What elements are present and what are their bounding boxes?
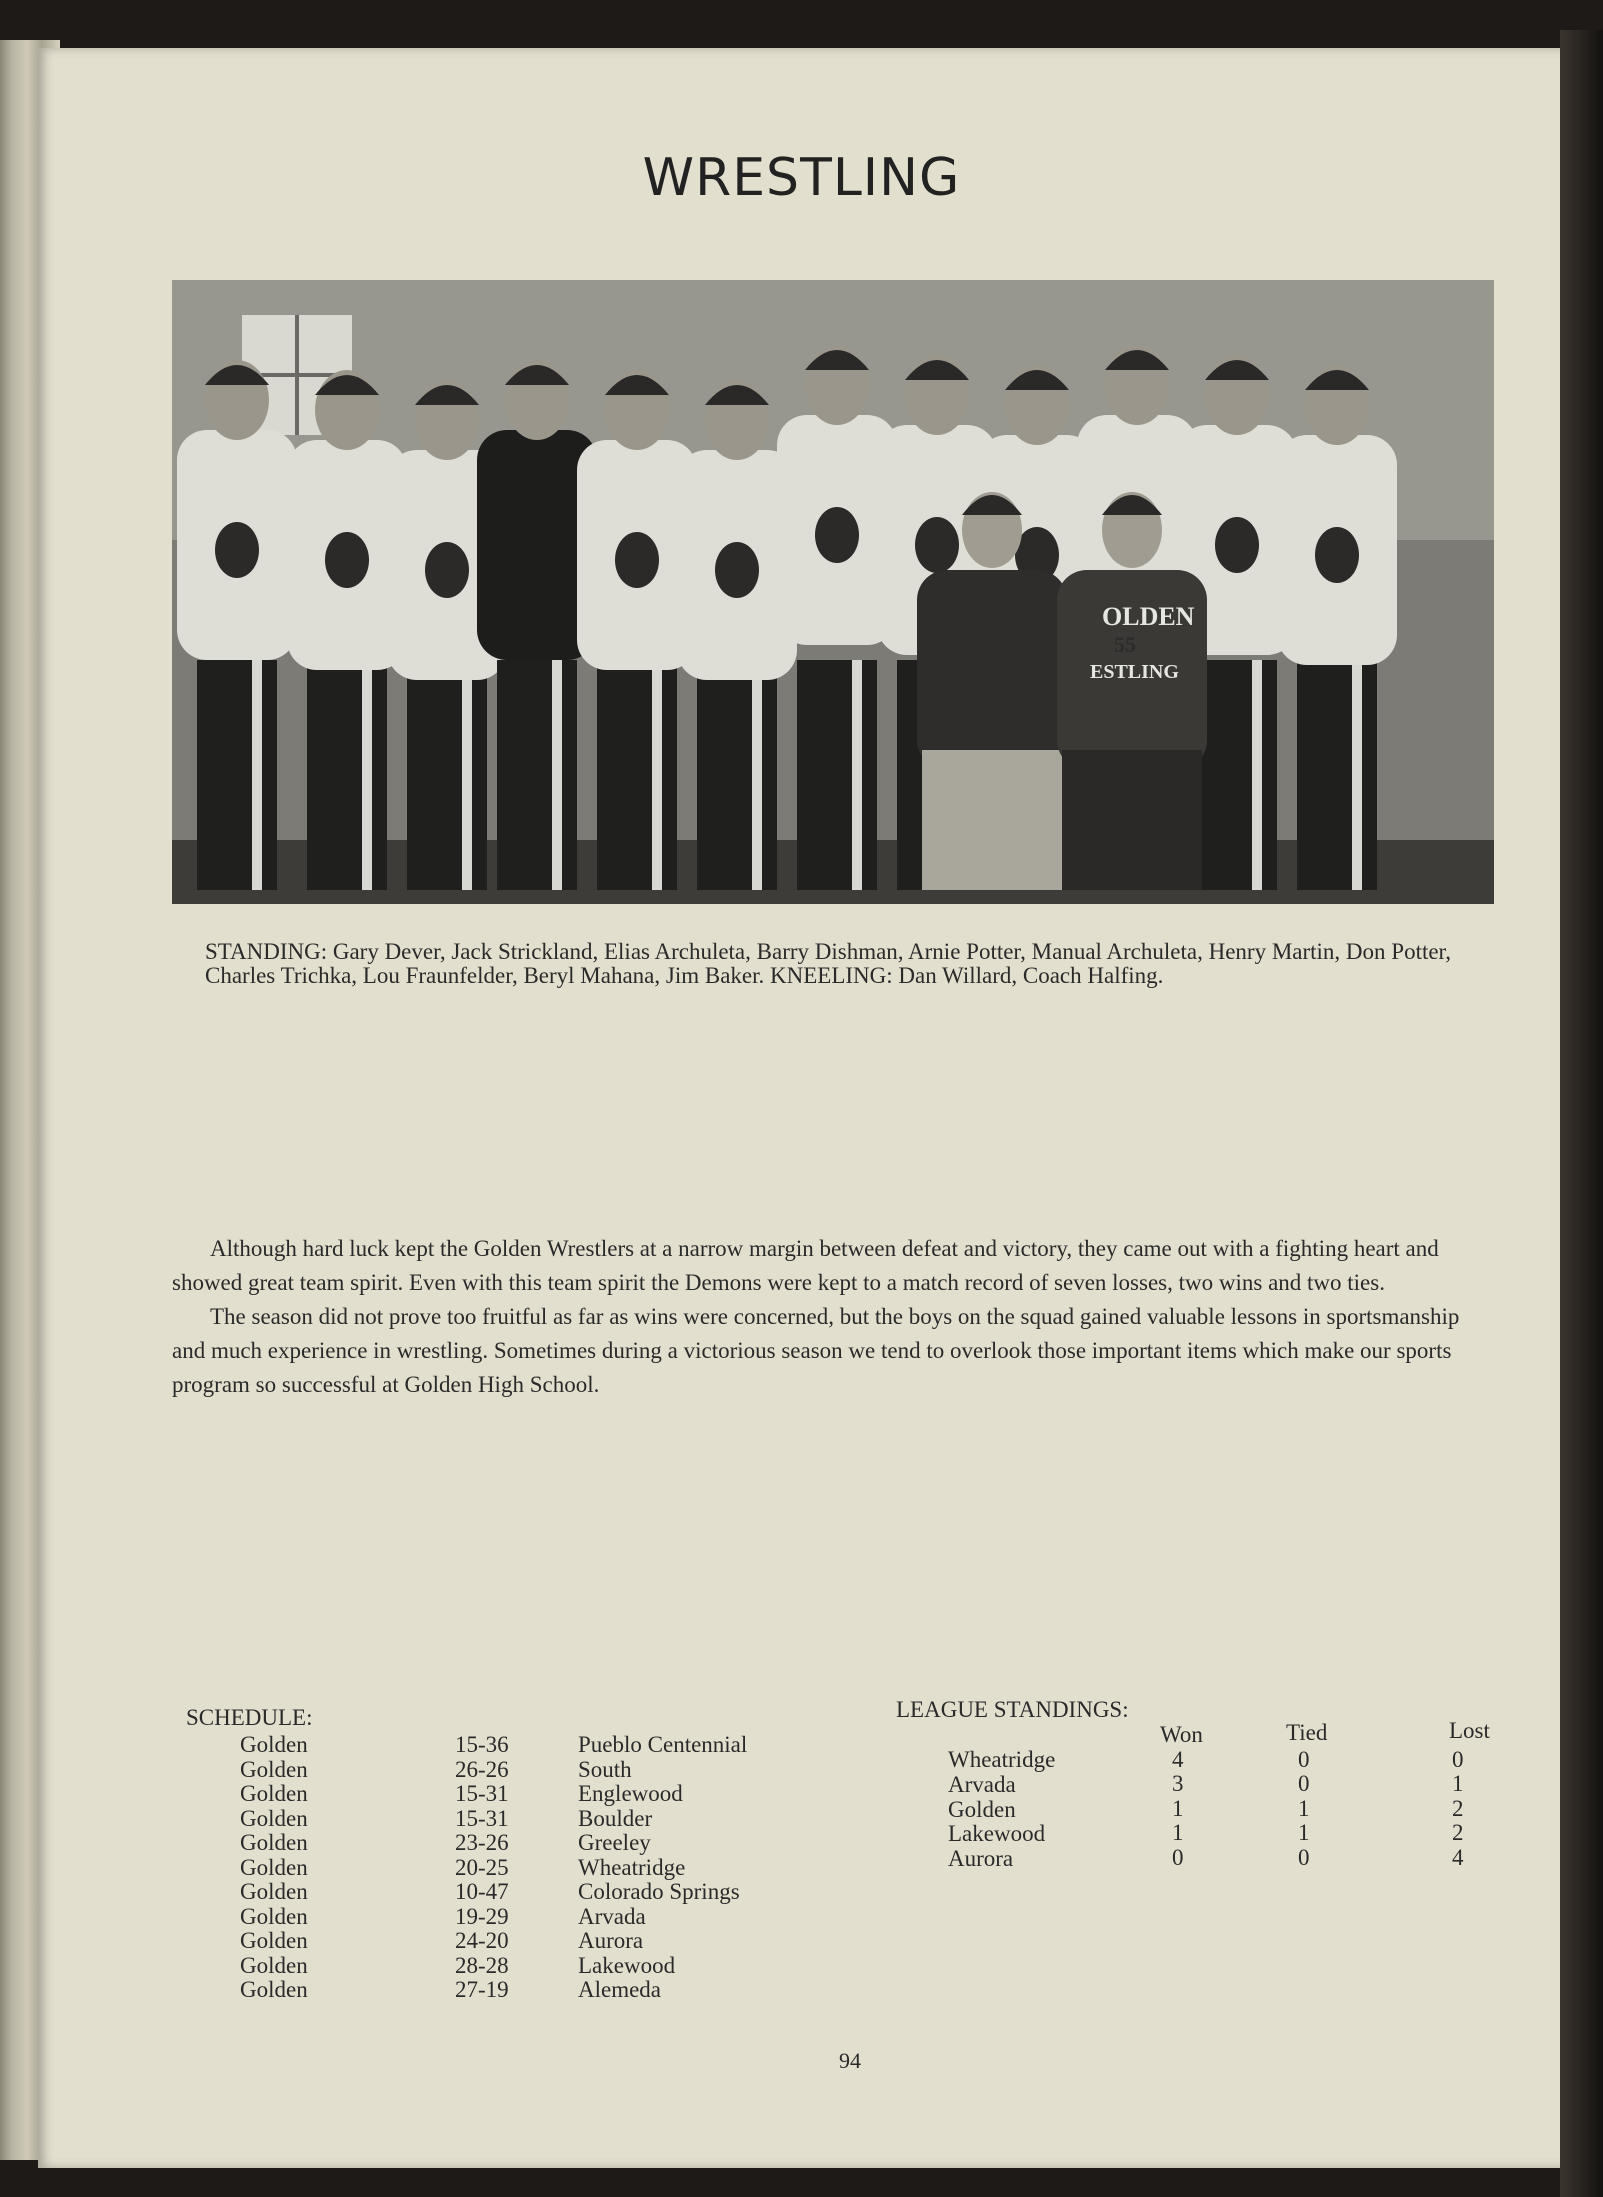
schedule-score: 19-29 (455, 1903, 509, 1929)
schedule-opponent: Wheatridge (578, 1854, 686, 1880)
demon-icon (1315, 527, 1359, 583)
article-text (172, 1232, 1490, 1402)
schedule-team: Golden (240, 1830, 308, 1855)
schedule-score: 24-20 (455, 1928, 509, 1953)
league-won: 1 (1172, 1795, 1184, 1821)
schedule-score: 15-31 (455, 1805, 509, 1831)
schedule-team: Golden (240, 1756, 308, 1782)
league-lost: 4 (1452, 1844, 1464, 1870)
schedule-heading: SCHEDULE: (186, 1705, 313, 1730)
column-header-won: Won (1160, 1722, 1203, 1747)
paragraph: Although hard luck kept the Golden Wrestlers at a narrow margin between defeat and victory, they came out with a fighting heart and showed great team spirit. Even with this team spirit the Demons were kept to a match record of seven losses, two wins and two ties. (172, 1236, 1439, 1295)
page-title: WRESTLING (642, 148, 961, 208)
schedule-team: Golden (240, 1952, 308, 1978)
schedule-opponent: Colorado Springs (578, 1879, 740, 1904)
schedule-opponent: Englewood (578, 1781, 683, 1806)
schedule-team: Golden (240, 1854, 308, 1880)
league-tied: 0 (1298, 1771, 1310, 1797)
sweater-lettering-bottom: ESTLING (1090, 661, 1179, 683)
league-standings-heading: LEAGUE STANDINGS: (896, 1697, 1129, 1722)
league-lost: 1 (1452, 1771, 1464, 1797)
league-team: Arvada (948, 1771, 1016, 1797)
sweater-lettering-top: OLDEN (1102, 602, 1195, 631)
schedule-score: 28-28 (455, 1952, 509, 1978)
demon-icon (915, 517, 959, 573)
league-lost: 2 (1452, 1795, 1464, 1821)
column-header-tied: Tied (1286, 1720, 1328, 1745)
schedule-score: 15-36 (455, 1732, 509, 1757)
page-number: 94 (839, 2048, 861, 2073)
team-photo-illustration (172, 280, 1494, 904)
schedule-team: Golden (240, 1879, 308, 1904)
schedule-opponent: Pueblo Centennial (578, 1732, 748, 1757)
demon-icon (425, 542, 469, 598)
schedule-team: Golden (240, 1805, 308, 1831)
league-lost: 0 (1452, 1747, 1464, 1772)
league-tied: 0 (1298, 1747, 1310, 1772)
photo-caption: STANDING: Gary Dever, Jack Strickland, Elias Archuleta, Barry Dishman, Arnie Potter, Manual Archuleta, Henry Martin, Don Potter, Charles Trichka, Lou Fraunfelder, Beryl Mahana, Jim Baker. KNEELING: Dan Willard, Coach Halfing. (205, 939, 1452, 988)
demon-icon (715, 542, 759, 598)
league-tied: 1 (1298, 1795, 1310, 1821)
schedule-score: 26-26 (455, 1756, 509, 1782)
schedule-score: 20-25 (455, 1854, 509, 1880)
demon-icon (325, 532, 369, 588)
league-team: Wheatridge (948, 1747, 1056, 1772)
schedule-team: Golden (240, 1928, 308, 1953)
schedule-score: 10-47 (455, 1879, 509, 1904)
page-gutter-shadow (1560, 30, 1603, 2197)
league-team: Aurora (948, 1846, 1014, 1872)
league-won: 4 (1172, 1747, 1184, 1772)
league-tied: 1 (1298, 1820, 1310, 1846)
demon-icon (215, 522, 259, 578)
team-photo (172, 280, 1494, 904)
schedule-opponent: Aurora (578, 1928, 644, 1953)
league-won: 1 (1172, 1820, 1184, 1846)
league-team: Lakewood (948, 1821, 1046, 1847)
league-team: Golden (948, 1796, 1016, 1822)
paragraph: The season did not prove too fruitful as far as wins were concerned, but the boys on the squad gained valuable lessons in sportsmanship and much experience in wrestling. Sometimes during a victorious season we tend to overlook those important items which make our sports program so successful at Golden High School. (172, 1304, 1460, 1397)
schedule-opponent: Arvada (578, 1903, 646, 1929)
schedule-team: Golden (240, 1732, 308, 1757)
schedule-score: 23-26 (455, 1830, 509, 1855)
demon-icon (1215, 517, 1259, 573)
sweater-number: 55 (1114, 632, 1136, 657)
league-lost: 2 (1452, 1820, 1464, 1846)
league-won: 3 (1172, 1771, 1184, 1797)
league-tied: 0 (1298, 1844, 1310, 1870)
schedule-opponent: Alemeda (578, 1977, 662, 2002)
schedule-opponent: South (578, 1756, 632, 1782)
column-header-lost: Lost (1449, 1718, 1490, 1743)
schedule-opponent: Boulder (578, 1805, 653, 1831)
league-won: 0 (1172, 1844, 1184, 1870)
schedule-team: Golden (240, 1977, 308, 2002)
schedule-opponent: Greeley (578, 1830, 651, 1855)
demon-icon (615, 532, 659, 588)
demon-icon (815, 507, 859, 563)
schedule-team: Golden (240, 1781, 308, 1806)
schedule-opponent: Lakewood (578, 1952, 676, 1978)
schedule-score: 27-19 (455, 1977, 509, 2002)
schedule-team: Golden (240, 1903, 308, 1929)
schedule-score: 15-31 (455, 1781, 509, 1806)
